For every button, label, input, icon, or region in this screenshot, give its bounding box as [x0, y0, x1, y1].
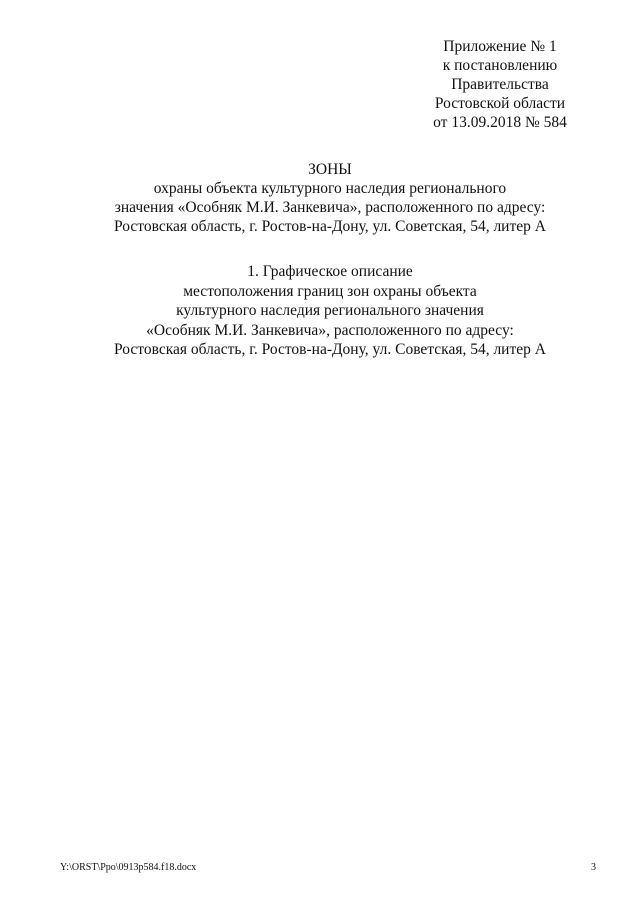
zones-line: охраны объекта культурного наследия регионального [153, 180, 507, 197]
appendix-line: Правительства [451, 76, 549, 93]
appendix-header [400, 37, 600, 132]
section-1-heading [60, 262, 600, 360]
appendix-line: от 13.09.2018 № 584 [433, 114, 567, 131]
appendix-line: к постановлению [442, 57, 558, 74]
section-line: Ростовская область, г. Ростов-на-Дону, ул. Советская, 54, литер А [114, 341, 546, 358]
appendix-line: Ростовской области [434, 95, 566, 112]
section-line: 1. Графическое описание [247, 263, 413, 280]
footer-page-number: 3 [591, 862, 596, 873]
footer-file-path: Y:\ORST\Ppo\0913p584.f18.docx [60, 862, 197, 873]
zones-line: Ростовская область, г. Ростов-на-Дону, ул. Советская, 54, литер А [114, 218, 546, 235]
section-line: «Особняк М.И. Занкевича», расположенного по адресу: [146, 321, 514, 339]
zones-title: ЗОНЫ [308, 161, 352, 178]
section-line: местоположения границ зон охраны объекта [183, 282, 477, 300]
appendix-line: Приложение № 1 [443, 38, 557, 55]
section-line: культурного наследия регионального значения [176, 302, 484, 319]
zones-heading [60, 160, 600, 236]
zones-line: значения «Особняк М.И. Занкевича», расположенного по адресу: [114, 199, 546, 216]
